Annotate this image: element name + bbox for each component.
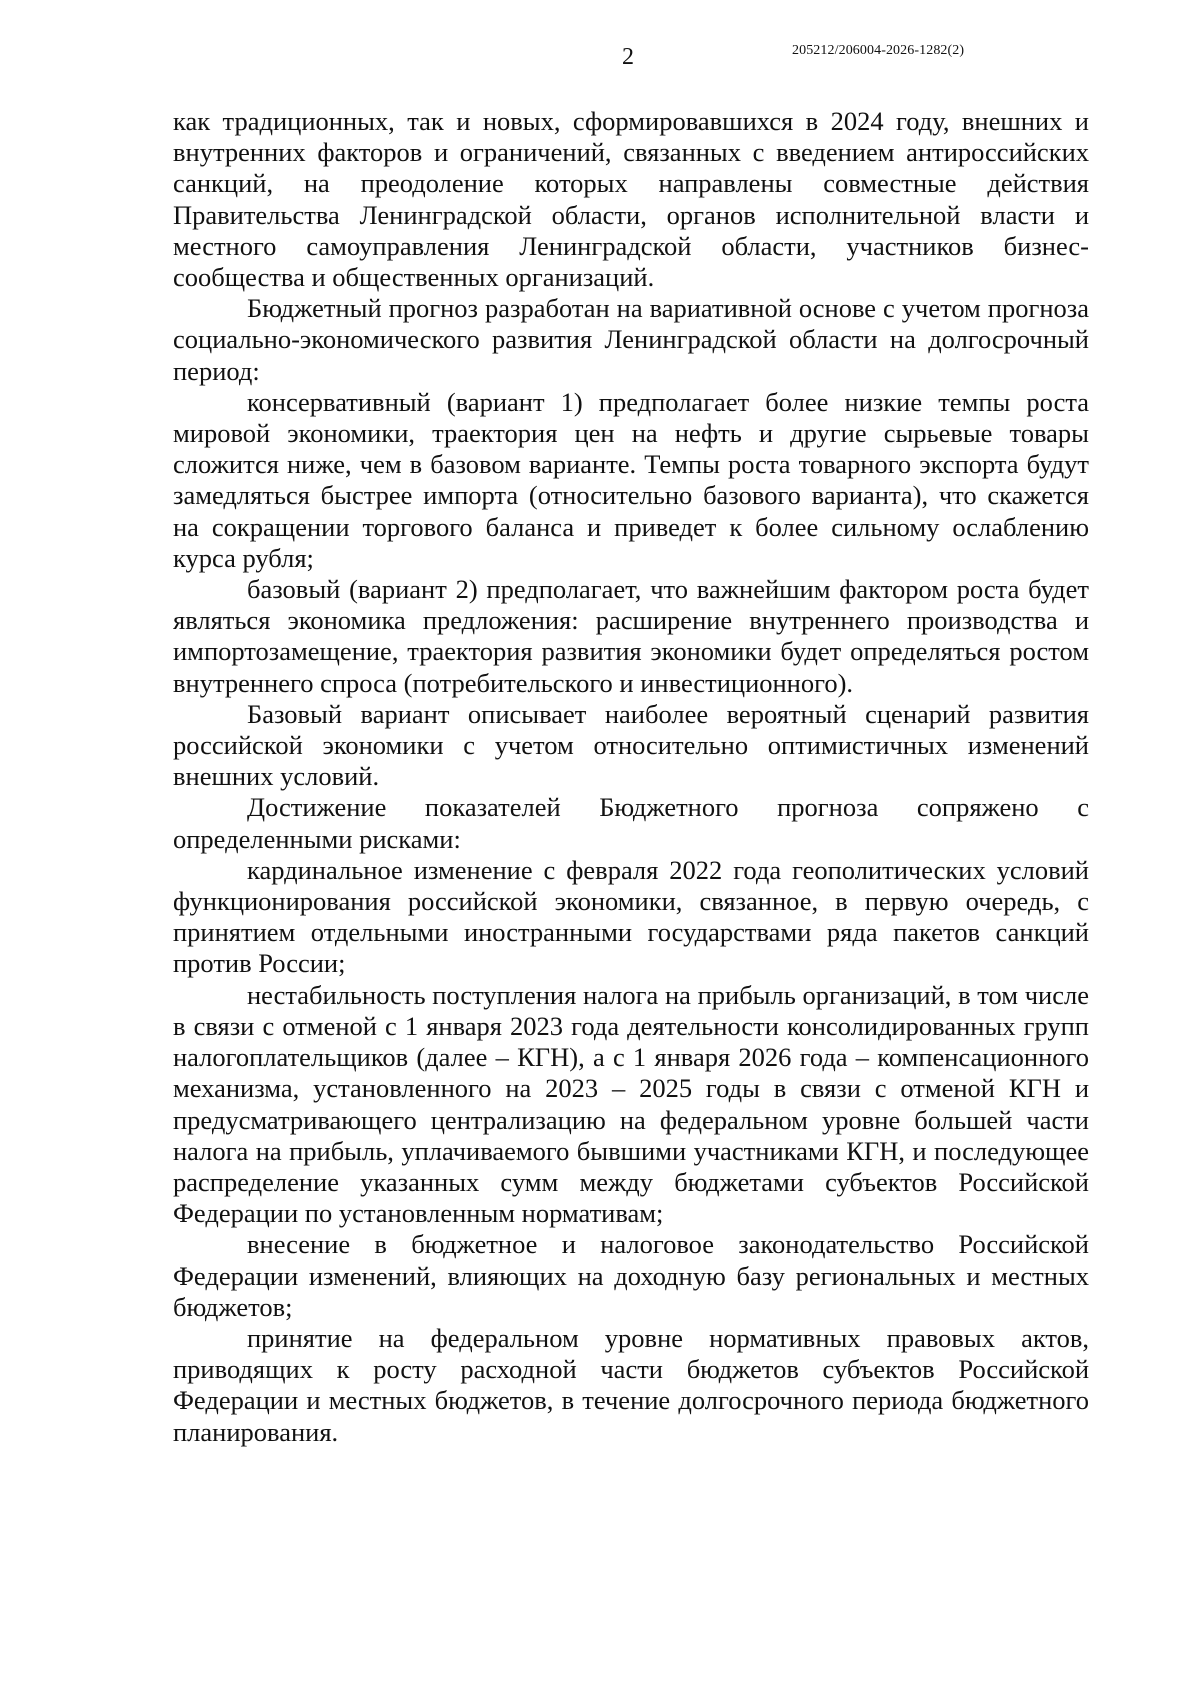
page-number: 2 (622, 44, 634, 70)
paragraph: как традиционных, так и новых, сформировавшихся в 2024 году, внешних и внутренних факторов и ограничений, связанных с введением антироссийских санкций, на преодоление которых направлены совместные действия Правительства Ленинградской области, органов исполнительной власти и местного самоуправления Ленинградской области, участников бизнес-сообщества и общественных организаций. (173, 106, 1089, 293)
paragraph: Бюджетный прогноз разработан на вариативной основе с учетом прогноза социально-экономического развития Ленинградской области на долгосрочный период: (173, 293, 1089, 386)
paragraph: кардинальное изменение с февраля 2022 года геополитических условий функционирования российской экономики, связанное, в первую очередь, с принятием отдельными иностранными государствами ряда пакетов санкций против России; (173, 854, 1089, 979)
paragraph: нестабильность поступления налога на прибыль организаций, в том числе в связи с отменой с 1 января 2023 года деятельности консолидированных групп налогоплательщиков (далее – КГН), а с 1 января 2026 года – компенсационного механизма, установленного на 2023 – 2025 годы в связи с отменой КГН и предусматривающего централизацию на федеральном уровне большей части налога на прибыль, уплачиваемого бывшими участниками КГН, и последующее распределение указанных сумм между бюджетами субъектов Российской Федерации по установленным нормативам; (173, 979, 1089, 1229)
paragraph: Достижение показателей Бюджетного прогноза сопряжено с определенными рисками: (173, 792, 1089, 854)
paragraph: консервативный (вариант 1) предполагает более низкие темпы роста мировой экономики, траектория цен на нефть и другие сырьевые товары сложится ниже, чем в базовом варианте. Темпы роста товарного экспорта будут замедляться быстрее импорта (относительно базового варианта), что скажется на сокращении торгового баланса и приведет к более сильному ослаблению курса рубля; (173, 386, 1089, 573)
document-body (173, 106, 1089, 1448)
paragraph: Базовый вариант описывает наиболее вероятный сценарий развития российской экономики с учетом относительно оптимистичных изменений внешних условий. (173, 698, 1089, 792)
document-code: 205212/206004-2026-1282(2) (792, 43, 965, 58)
paragraph: базовый (вариант 2) предполагает, что важнейшим фактором роста будет являться экономика предложения: расширение внутреннего производства и импортозамещение, траектория развития экономики будет определяться ростом внутреннего спроса (потребительского и инвестиционного). (173, 574, 1089, 698)
paragraph: принятие на федеральном уровне нормативных правовых актов, приводящих к росту расходной части бюджетов субъектов Российской Федерации и местных бюджетов, в течение долгосрочного периода бюджетного планирования. (173, 1322, 1089, 1447)
paragraph: внесение в бюджетное и налоговое законодательство Российской Федерации изменений, влияющих на доходную базу региональных и местных бюджетов; (173, 1229, 1089, 1322)
